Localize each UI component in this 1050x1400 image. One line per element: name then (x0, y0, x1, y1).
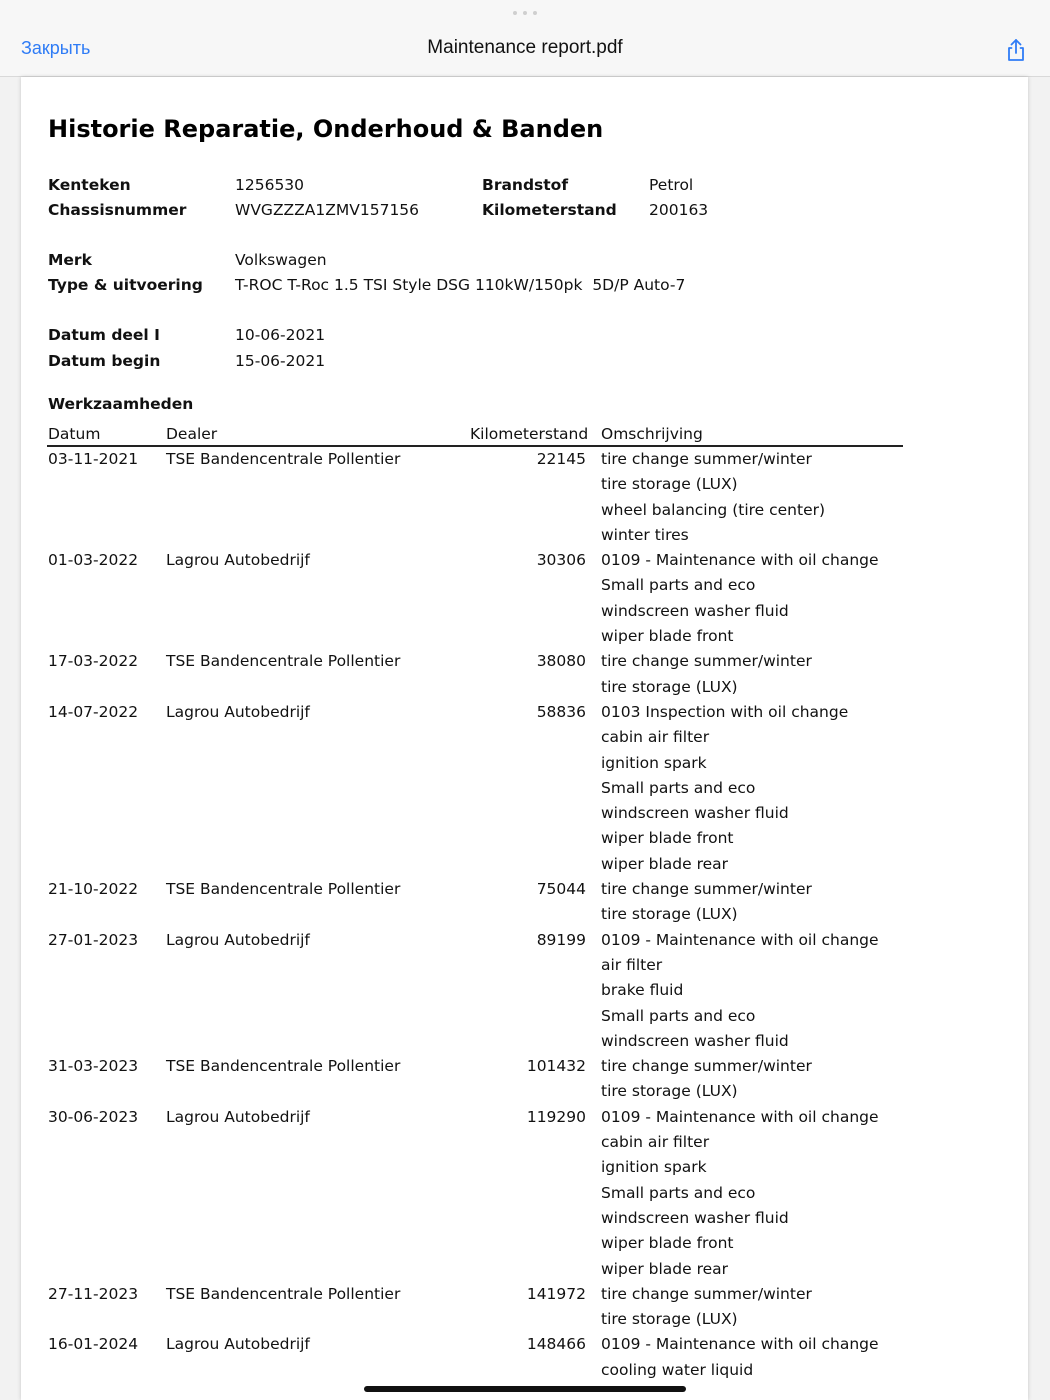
navigation-bar (0, 0, 1050, 77)
description-line: wiper blade front (601, 1234, 734, 1253)
row-dealer: Lagrou Autobedrijf (166, 551, 310, 570)
column-header-kilometerstand: Kilometerstand (470, 425, 589, 443)
row-description (601, 1105, 1028, 1282)
type-label: Type & uitvoering (48, 276, 203, 294)
row-kilometerstand: 30306 (536, 551, 586, 570)
row-dealer: Lagrou Autobedrijf (166, 1107, 310, 1126)
row-kilometerstand: 119290 (526, 1107, 586, 1126)
description-line: 0103 Inspection with oil change (601, 702, 849, 721)
description-line: tire change summer/winter (601, 652, 812, 671)
row-date: 16-01-2024 (48, 1335, 139, 1354)
pdf-page[interactable] (21, 77, 1028, 1400)
description-line: wiper blade rear (601, 1259, 729, 1278)
table-header (47, 425, 903, 447)
row-description (601, 1332, 1028, 1383)
row-kilometerstand: 148466 (526, 1335, 586, 1354)
table-row (21, 928, 1028, 1054)
row-dealer: TSE Bandencentrale Pollentier (166, 1284, 401, 1303)
description-line: Small parts and eco (601, 1006, 756, 1025)
description-line: tire change summer/winter (601, 880, 812, 899)
row-description (601, 1282, 1028, 1333)
row-description (601, 447, 1028, 548)
row-date: 21-10-2022 (48, 880, 139, 899)
description-line: 0109 - Maintenance with oil change (601, 1335, 879, 1354)
description-line: ignition spark (601, 1158, 707, 1177)
description-line: wiper blade front (601, 829, 734, 848)
row-kilometerstand: 101432 (526, 1057, 586, 1076)
row-date: 03-11-2021 (48, 450, 139, 468)
grabber-dot (523, 11, 527, 15)
description-line: Small parts and eco (601, 778, 756, 797)
row-dealer: TSE Bandencentrale Pollentier (166, 1057, 401, 1076)
row-kilometerstand: 141972 (526, 1284, 586, 1303)
column-header-omschrijving: Omschrijving (601, 425, 703, 443)
report-title: Historie Reparatie, Onderhoud & Banden (48, 115, 604, 143)
description-line: Small parts and eco (601, 576, 756, 595)
row-description (601, 877, 1028, 928)
row-date: 27-01-2023 (48, 930, 139, 949)
row-description (601, 928, 1028, 1054)
kenteken-label: Kenteken (48, 176, 131, 194)
table-row (21, 1054, 1028, 1105)
column-header-dealer: Dealer (166, 425, 218, 443)
description-line: wheel balancing (tire center) (601, 500, 826, 519)
description-line: air filter (601, 955, 663, 974)
chassisnummer-label: Chassisnummer (48, 201, 187, 219)
description-line: ignition spark (601, 753, 707, 772)
row-date: 14-07-2022 (48, 702, 139, 721)
sheet-grabber[interactable] (513, 11, 537, 15)
row-date: 01-03-2022 (48, 551, 139, 570)
datum-deel-label: Datum deel I (48, 326, 160, 344)
table-row (21, 877, 1028, 928)
kilometerstand-value: 200163 (649, 201, 709, 219)
description-line: Small parts and eco (601, 1183, 756, 1202)
description-line: tire change summer/winter (601, 1057, 812, 1076)
row-description (601, 649, 1028, 700)
brandstof-value: Petrol (649, 176, 694, 194)
row-dealer: Lagrou Autobedrijf (166, 702, 310, 721)
brandstof-label: Brandstof (482, 176, 569, 194)
description-line: tire storage (LUX) (601, 677, 738, 696)
row-date: 27-11-2023 (48, 1284, 139, 1303)
row-description (601, 1054, 1028, 1105)
type-value: T-ROC T-Roc 1.5 TSI Style DSG 110kW/150pk 5D/P Auto-7 (235, 276, 686, 294)
description-line: tire change summer/winter (601, 1284, 812, 1303)
description-line: tire storage (LUX) (601, 475, 738, 494)
description-line: 0109 - Maintenance with oil change (601, 1107, 879, 1126)
description-line: 0109 - Maintenance with oil change (601, 551, 879, 570)
table-row (21, 447, 1028, 548)
section-title: Werkzaamheden (48, 395, 194, 413)
table-row (21, 1332, 1028, 1383)
row-date: 31-03-2023 (48, 1057, 139, 1076)
column-header-datum: Datum (48, 425, 101, 443)
description-line: 0109 - Maintenance with oil change (601, 930, 879, 949)
row-kilometerstand: 38080 (536, 652, 586, 671)
row-dealer: TSE Bandencentrale Pollentier (166, 450, 401, 468)
row-dealer: TSE Bandencentrale Pollentier (166, 880, 401, 899)
share-icon[interactable] (1003, 37, 1029, 63)
row-kilometerstand: 89199 (536, 930, 586, 949)
maintenance-table-body (21, 447, 1028, 1383)
row-kilometerstand: 58836 (536, 702, 586, 721)
description-line: cabin air filter (601, 1133, 710, 1152)
kilometerstand-label: Kilometerstand (482, 201, 617, 219)
grabber-dot (533, 11, 537, 15)
row-date: 17-03-2022 (48, 652, 139, 671)
description-line: cooling water liquid (601, 1360, 754, 1379)
datum-begin-value: 15-06-2021 (235, 352, 326, 370)
kenteken-value: 1256530 (235, 176, 305, 194)
row-dealer: Lagrou Autobedrijf (166, 930, 310, 949)
description-line: wiper blade rear (601, 854, 729, 873)
table-row (21, 649, 1028, 700)
description-line: brake fluid (601, 981, 684, 1000)
grabber-dot (513, 11, 517, 15)
description-line: windscreen washer fluid (601, 1031, 789, 1050)
table-row (21, 1282, 1028, 1333)
row-date: 30-06-2023 (48, 1107, 139, 1126)
merk-label: Merk (48, 251, 92, 269)
description-line: windscreen washer fluid (601, 804, 789, 823)
document-title: Maintenance report.pdf (427, 37, 623, 58)
home-indicator[interactable] (364, 1386, 686, 1392)
datum-deel-value: 10-06-2021 (235, 326, 326, 344)
datum-begin-label: Datum begin (48, 352, 161, 370)
close-button[interactable]: Закрыть (21, 38, 91, 58)
description-line: cabin air filter (601, 728, 710, 747)
description-line: tire storage (LUX) (601, 1310, 738, 1329)
row-dealer: Lagrou Autobedrijf (166, 1335, 310, 1354)
merk-value: Volkswagen (235, 251, 327, 269)
chassisnummer-value: WVGZZZA1ZMV157156 (235, 201, 420, 219)
table-row (21, 700, 1028, 877)
description-line: tire storage (LUX) (601, 1082, 738, 1101)
description-line: windscreen washer fluid (601, 601, 789, 620)
description-line: tire change summer/winter (601, 450, 812, 468)
table-row (21, 548, 1028, 649)
row-description (601, 700, 1028, 877)
description-line: winter tires (601, 525, 689, 544)
row-description (601, 548, 1028, 649)
row-dealer: TSE Bandencentrale Pollentier (166, 652, 401, 671)
description-line: windscreen washer fluid (601, 1208, 789, 1227)
description-line: wiper blade front (601, 627, 734, 646)
description-line: tire storage (LUX) (601, 905, 738, 924)
table-row (21, 1105, 1028, 1282)
row-kilometerstand: 22145 (536, 450, 586, 468)
row-kilometerstand: 75044 (536, 880, 586, 899)
